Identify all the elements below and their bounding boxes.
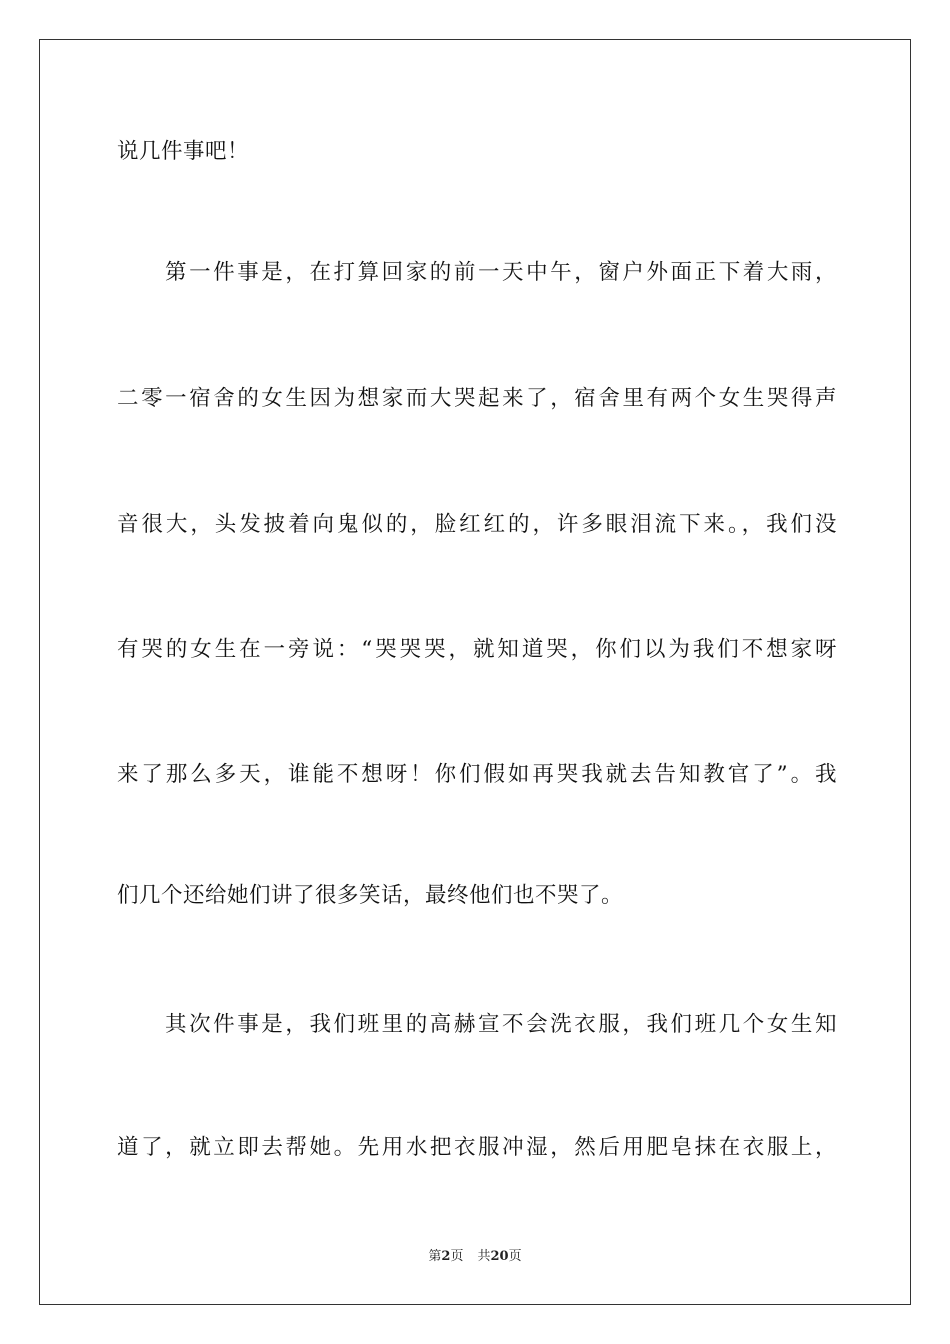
text-line-4: 音很大，头发披着向鬼似的，脸红红的，许多眼泪流下来。，我们没 (117, 512, 837, 537)
footer-page-suffix: 页 (450, 1249, 464, 1264)
text-line-8: 其次件事是，我们班里的高赫宣不会洗衣服，我们班几个女生知 (165, 1012, 837, 1037)
text-line-2: 第一件事是，在打算回家的前一天中午，窗户外面正下着大雨， (165, 260, 837, 285)
footer-total-number: 20 (490, 1249, 509, 1264)
page-footer (0, 1248, 950, 1266)
footer-page-number: 2 (441, 1249, 451, 1264)
footer-page-prefix: 第 (428, 1249, 442, 1264)
footer-total-suffix: 页 (508, 1249, 522, 1264)
footer-total-prefix: 共 (477, 1249, 491, 1264)
page-border (39, 39, 911, 1305)
text-line-9: 道了，就立即去帮她。先用水把衣服冲湿，然后用肥皂抹在衣服上， (117, 1135, 837, 1160)
text-line-3: 二零一宿舍的女生因为想家而大哭起来了，宿舍里有两个女生哭得声 (117, 386, 837, 411)
text-line-7: 们几个还给她们讲了很多笑话，最终他们也不哭了。 (117, 883, 624, 908)
text-line-6: 来了那么多天，谁能不想呀！你们假如再哭我就去告知教官了”。我 (117, 762, 837, 787)
text-line-5: 有哭的女生在一旁说：“哭哭哭，就知道哭，你们以为我们不想家呀 (117, 637, 837, 662)
text-line-1: 说几件事吧！ (117, 139, 250, 164)
